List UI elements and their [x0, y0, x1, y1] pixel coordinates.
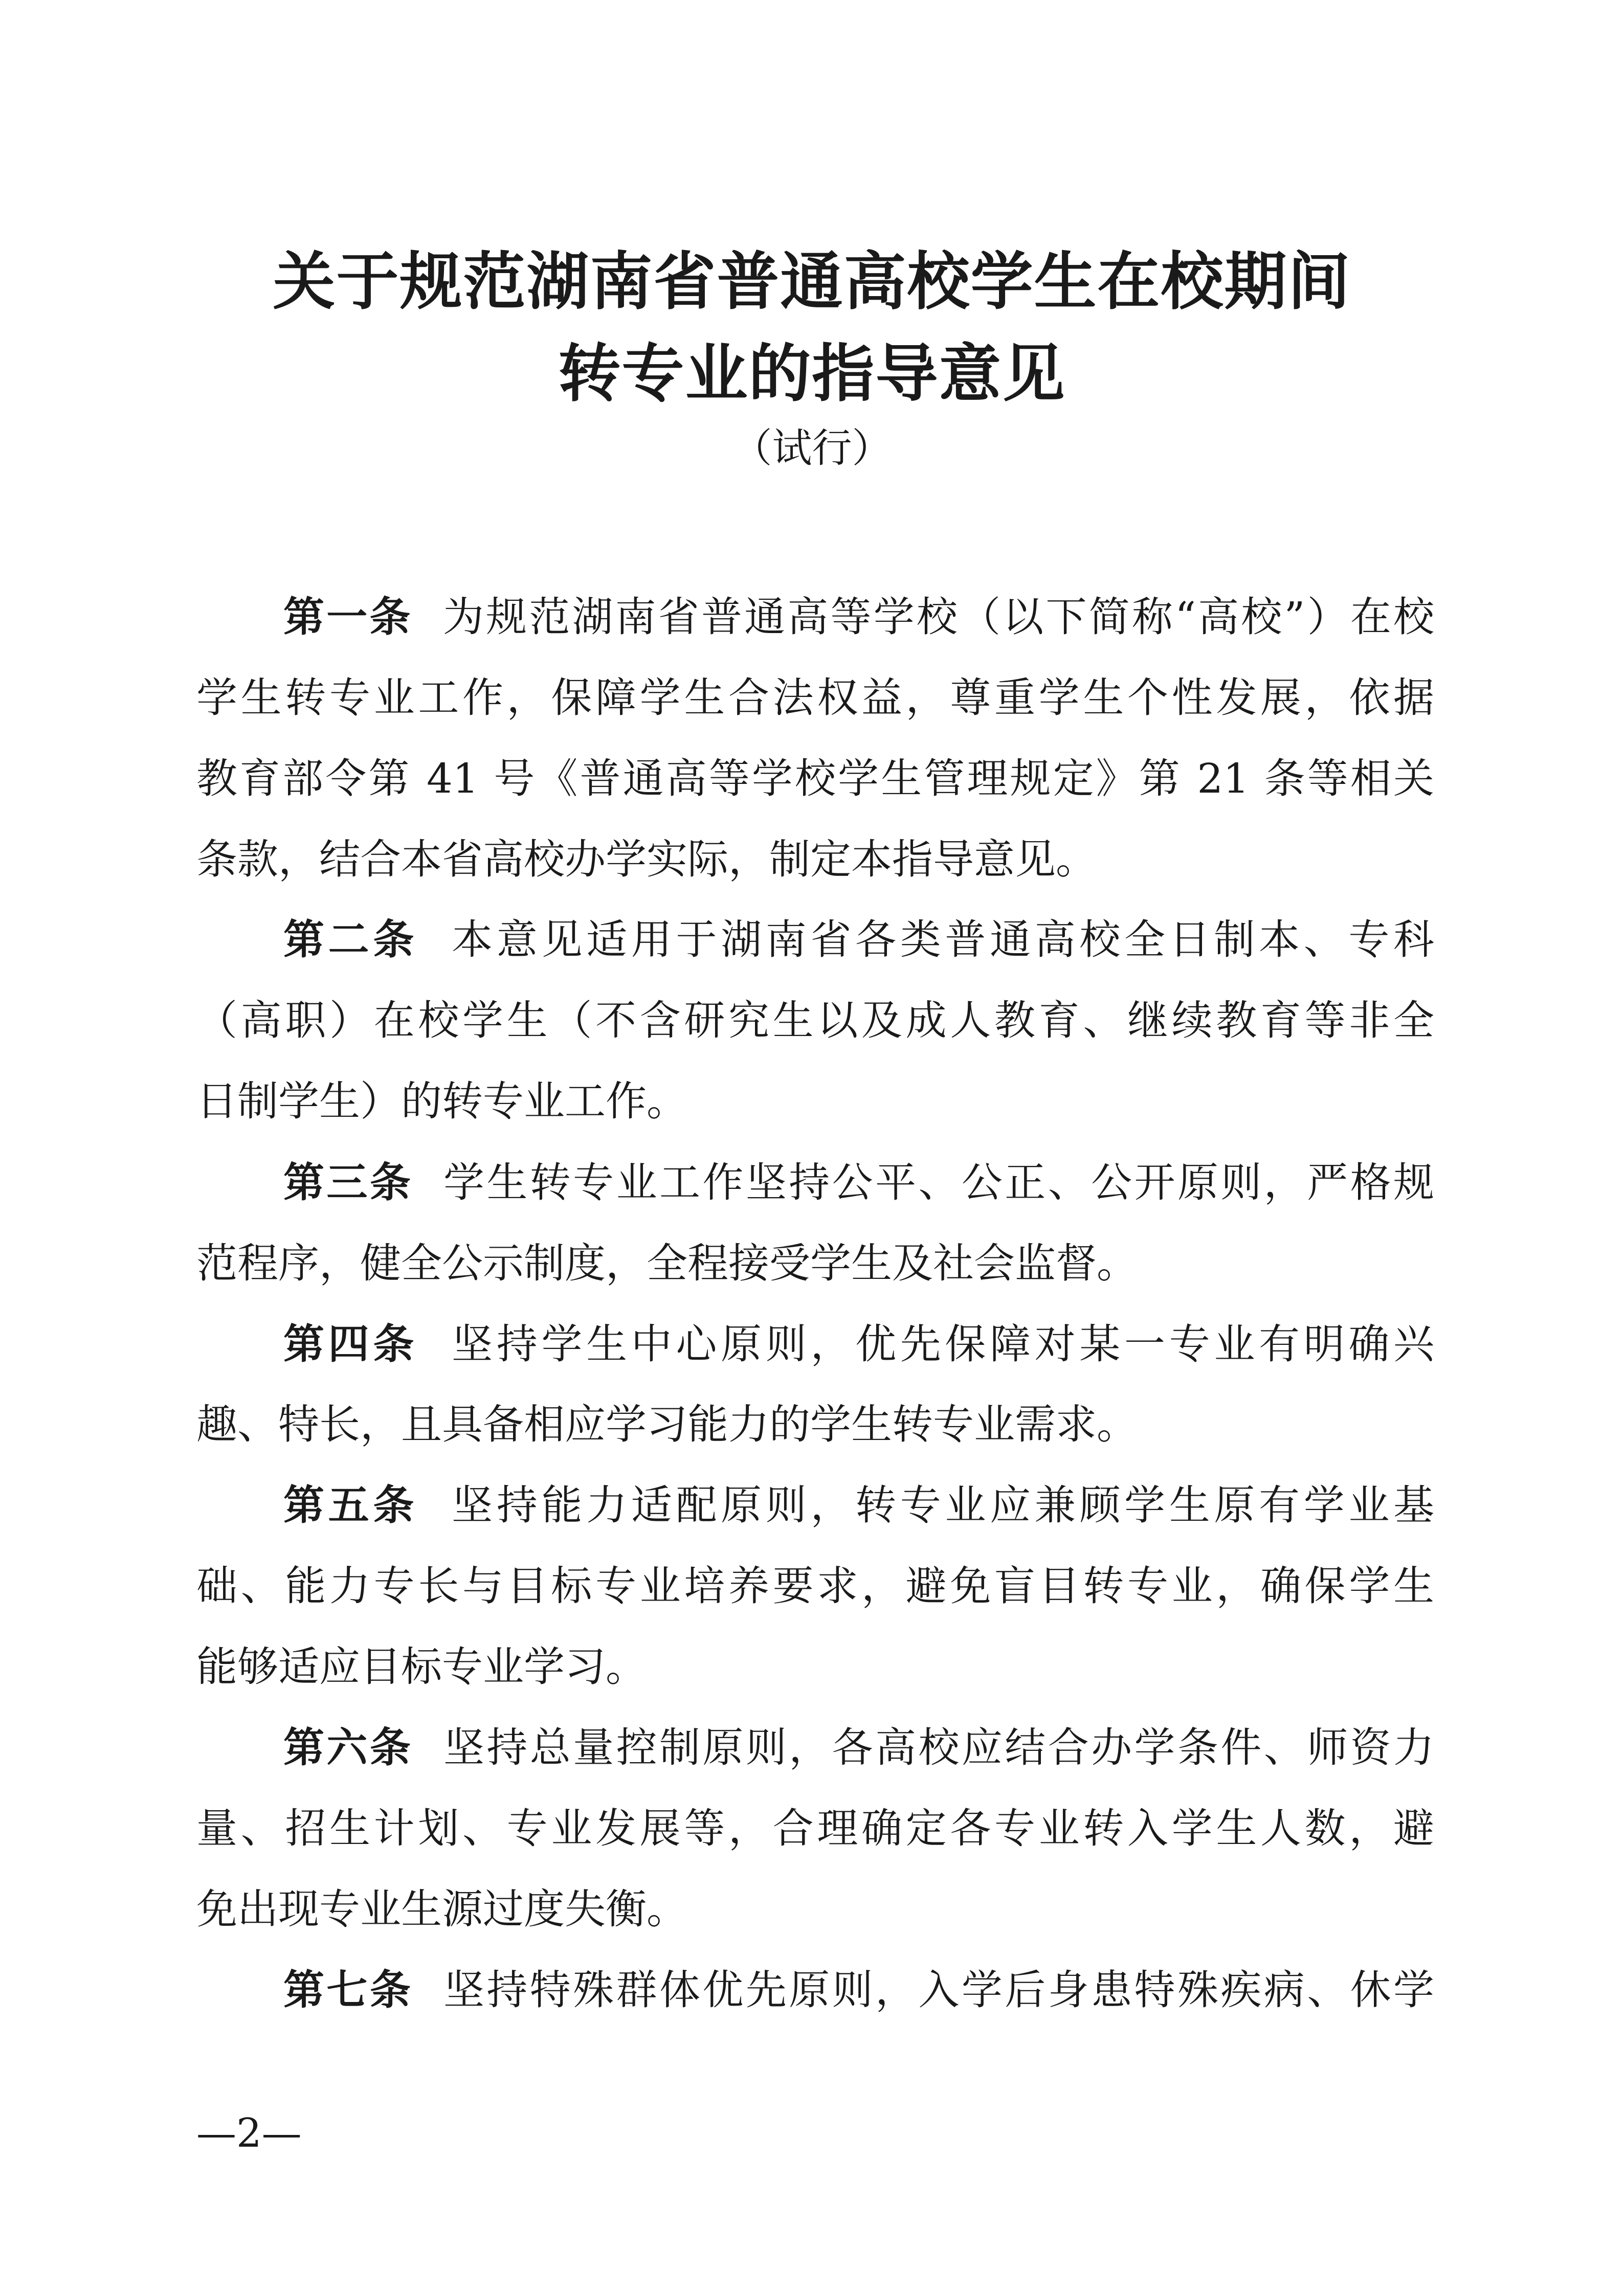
article-1-text-1: 为规范湖南省普通高等学校（以下简称“高校”）在校	[442, 593, 1435, 641]
article-6-heading: 第六条	[283, 1724, 413, 1771]
article-6-line-3: 免出现专业生源过度失衡。	[196, 1885, 687, 1933]
article-4-text-1: 坚持学生中心原则，优先保障对某一专业有明确兴	[452, 1320, 1435, 1368]
article-6-line-1	[283, 1720, 1434, 1776]
document-subtitle: （试行）	[732, 425, 892, 471]
article-2-line-2: （高职）在校学生（不含研究生以及成人教育、继续教育等非全	[196, 997, 1434, 1044]
article-5-text-1: 坚持能力适配原则，转专业应兼顾学生原有学业基	[452, 1481, 1435, 1529]
article-2-line-3: 日制学生）的转专业工作。	[196, 1077, 687, 1125]
article-1-line-3: 教育部令第 41 号《普通高等学校学生管理规定》第 21 条等相关	[196, 755, 1434, 802]
article-3-text-1: 学生转专业工作坚持公平、公正、公开原则，严格规	[443, 1159, 1435, 1206]
article-3-heading: 第三条	[283, 1159, 413, 1206]
article-2-heading: 第二条	[283, 916, 418, 963]
article-4-line-2: 趣、特长，且具备相应学习能力的学生转专业需求。	[196, 1401, 1138, 1448]
article-7-heading: 第七条	[283, 1966, 413, 2014]
document-title-line-2: 转专业的指导意见	[558, 336, 1066, 410]
article-1-heading: 第一条	[283, 593, 413, 641]
article-4-heading: 第四条	[283, 1320, 418, 1368]
article-5-line-2: 础、能力专长与目标专业培养要求，避免盲目转专业，确保学生	[196, 1562, 1434, 1610]
article-5-heading: 第五条	[283, 1481, 418, 1529]
article-7-text-1: 坚持特殊群体优先原则，入学后身患特殊疾病、休学	[443, 1966, 1435, 2014]
article-5-line-3: 能够适应目标专业学习。	[196, 1643, 647, 1691]
article-6-text-1: 坚持总量控制原则，各高校应结合办学条件、师资力	[443, 1724, 1435, 1771]
page-number: —2—	[196, 2110, 302, 2156]
article-3-line-2: 范程序，健全公示制度，全程接受学生及社会监督。	[196, 1240, 1138, 1287]
article-7-line-1	[283, 1962, 1434, 2018]
article-1-line-4: 条款，结合本省高校办学实际，制定本指导意见。	[196, 836, 1097, 883]
article-1-line-2: 学生转专业工作，保障学生合法权益，尊重学生个性发展，依据	[196, 674, 1434, 722]
article-1-line-1	[283, 589, 1434, 645]
article-2-line-1	[283, 912, 1434, 968]
article-3-line-1	[283, 1155, 1434, 1211]
article-2-text-1: 本意见适用于湖南省各类普通高校全日制本、专科	[452, 916, 1435, 963]
article-5-line-1	[283, 1477, 1434, 1534]
article-4-line-1	[283, 1316, 1434, 1372]
document-title-line-1: 关于规范湖南省普通高校学生在校期间	[273, 244, 1351, 318]
article-6-line-2: 量、招生计划、专业发展等，合理确定各专业转入学生人数，避	[196, 1805, 1434, 1852]
